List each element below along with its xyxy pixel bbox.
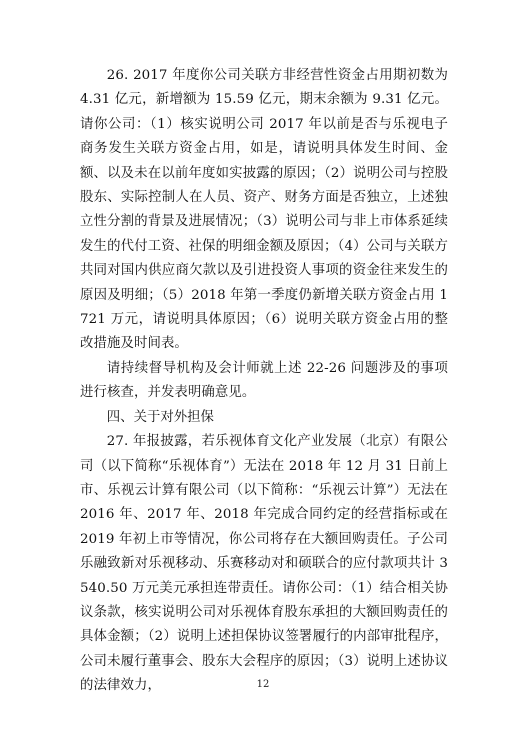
page-number: 12 <box>256 679 270 690</box>
verification-request-paragraph: 请持续督导机构及会计师就上述 22-26 问题涉及的事项进行核查，并发表明确意见。 <box>80 360 448 401</box>
section-heading-external-guarantee: 四、关于对外担保 <box>106 409 214 425</box>
question-26-paragraph: 26. 2017 年度你公司关联方非经营性资金占用期初数为 4.31 亿元，新增额为 15.59 亿元，期末余额为 9.31 亿元。请你公司：（1）核实说明公司 2017 年以前是否与乐视电子商务发生关联方资金占用，如是，请说明具体发生时间、金额、以及未在以前年度如实披露的原因；（2）说明公司与控股股东、实际控制人在人员、资产、财务方面是否独立，上述独立性分割的背景及进展情况；（3）说明公司与非上市体系延续发生的代付工资、社保的明细金额及原因；（4）公司与关联方共同对国内供应商欠款以及引进投资人事项的资金往来发生的原因及明细；（5）2018 年第一季度仍新增关联方资金占用 1721 万元，请说明具体原因；（6）说明关联方资金占用的整改措施及时间表。 <box>80 68 448 352</box>
page-body <box>80 64 448 699</box>
question-27-paragraph: 27. 年报披露，若乐视体育文化产业发展（北京）有限公司（以下简称“乐视体育”）无法在 2018 年 12 月 31 日前上市、乐视云计算有限公司（以下简称：“乐视云计算”）无法在 2016 年、2017 年、2018 年完成合同约定的经营指标或在 2019 年初上市等情况，你公司将存在大额回购责任。子公司乐融致新对乐视移动、乐赛移动对和硕联合的应付款项共计 3540.50 万元美元承担连带责任。请你公司：（1）结合相关协议条款，核实说明公司对乐视体育股东承担的大额回购责任的具体金额；（2）说明上述担保协议签署履行的内部审批程序，公司未履行董事会、股东大会程序的原因；（3）说明上述协议的法律效力， <box>80 434 448 694</box>
